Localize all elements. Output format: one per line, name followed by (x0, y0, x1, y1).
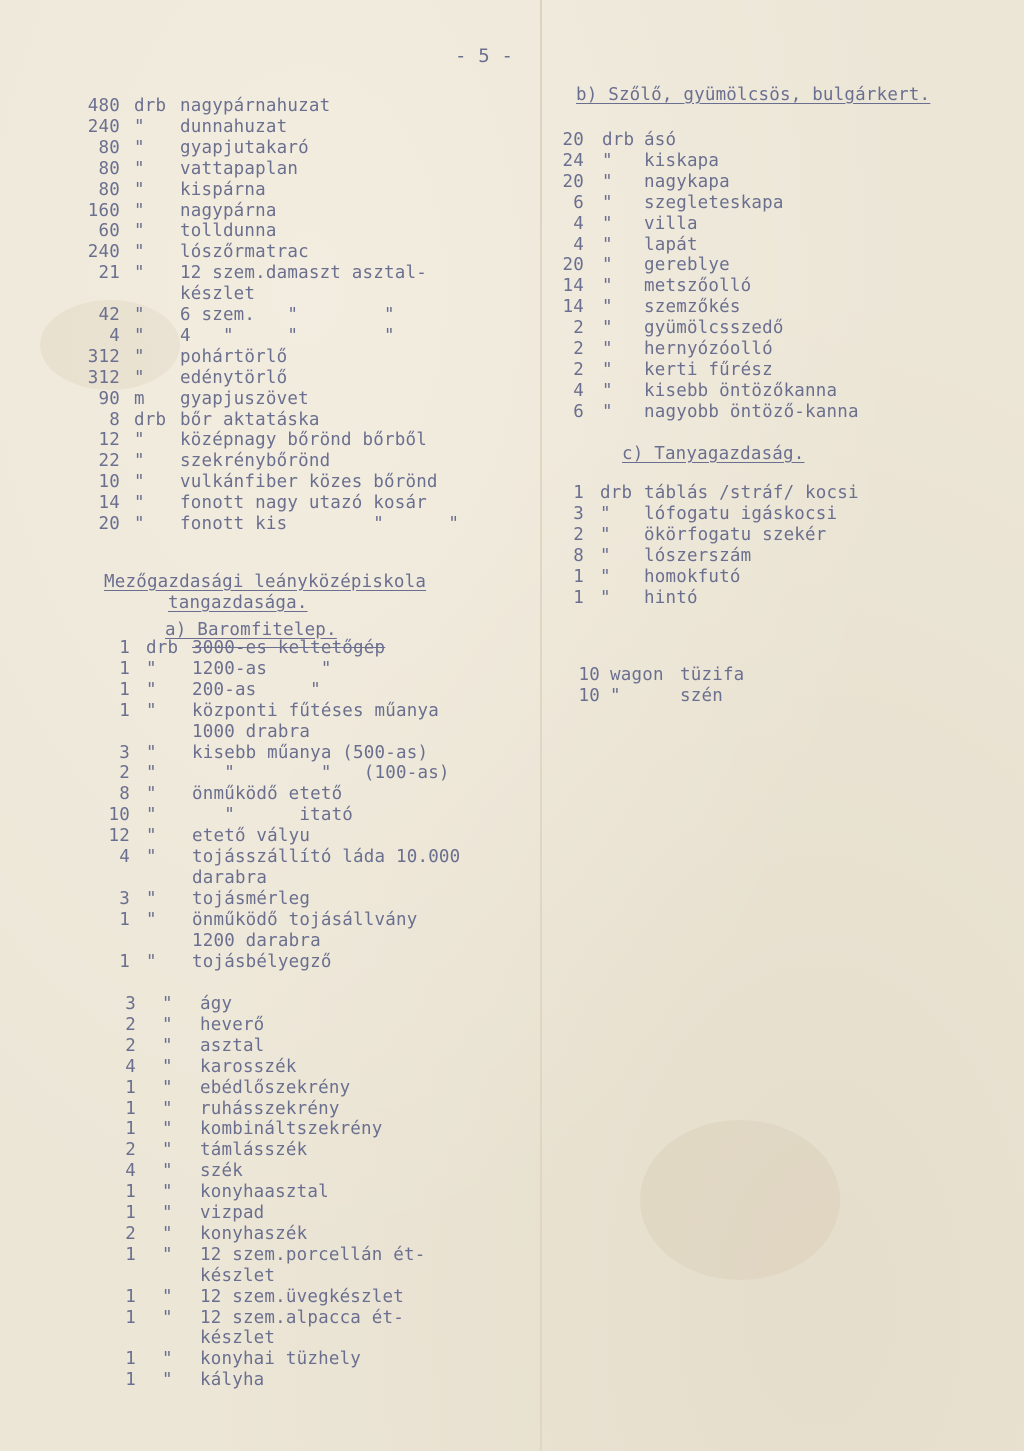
item-unit: " (602, 150, 613, 171)
item-unit: drb (134, 96, 167, 116)
item-quantity: 60 (98, 221, 120, 242)
item-unit: " (162, 1077, 173, 1098)
item-unit: " (146, 951, 157, 972)
item-name: 1200-as " (192, 658, 332, 679)
item-unit: " (162, 1307, 173, 1328)
item-name: metszőolló (644, 276, 752, 297)
item-quantity: 2 (125, 1035, 136, 1056)
item-name: vattapaplan (180, 158, 299, 179)
item-name: tojásmérleg (192, 888, 311, 909)
item-quantity: 20 (562, 171, 584, 192)
item-name: gyapjutakaró (180, 137, 309, 158)
item-unit: " (134, 116, 145, 137)
item-unit: " (134, 472, 145, 493)
item-quantity: 2 (573, 318, 584, 339)
item-name: pohártörlő (180, 346, 288, 367)
item-unit: " (134, 367, 145, 388)
item-name: 12 szem.üvegkészlet (200, 1286, 404, 1307)
item-unit: " (600, 503, 611, 524)
item-unit: " (602, 380, 613, 401)
item-unit: " (146, 847, 157, 867)
item-name: készlet (200, 1265, 276, 1286)
item-quantity: 2 (125, 1140, 136, 1161)
item-quantity: 20 (562, 255, 584, 276)
item-name: fonott kis " " (180, 514, 460, 534)
item-name: kályha (200, 1370, 265, 1391)
item-name: " " (100-as) (192, 763, 450, 784)
item-name: támlásszék (200, 1140, 308, 1161)
item-name: fonott nagy utazó kosár (180, 493, 427, 514)
item-quantity: 1 (125, 1119, 136, 1140)
item-quantity: 24 (562, 150, 584, 171)
item-name: 200-as " (192, 679, 321, 700)
item-quantity: 2 (125, 1014, 136, 1035)
item-name: lófogatu igáskocsi (644, 503, 838, 524)
item-unit: " (162, 1056, 173, 1077)
item-name: kisebb öntözőkanna (644, 380, 838, 401)
item-quantity: 1 (125, 1286, 136, 1307)
item-name: konyhai tüzhely (200, 1349, 362, 1370)
item-name: darabra (192, 867, 268, 888)
item-quantity: 8 (109, 409, 120, 430)
item-name: edénytörlő (180, 367, 288, 388)
item-unit: " (134, 179, 145, 200)
school-heading-line1: Mezőgazdasági leányközépiskola (104, 572, 427, 592)
item-unit: " (162, 1098, 173, 1119)
item-unit: " (162, 1119, 173, 1140)
item-unit: wagon (610, 665, 664, 685)
item-name: szegleteskapa (644, 192, 784, 213)
item-unit: drb (600, 483, 633, 503)
item-unit: " (602, 192, 613, 213)
item-quantity: 4 (573, 380, 584, 401)
item-name: gyapjuszövet (180, 388, 309, 409)
item-quantity: 1 (125, 1349, 136, 1370)
item-name: ökörfogatu szekér (644, 524, 827, 545)
item-name: tojásszállító láda 10.000 (192, 847, 461, 867)
item-name: homokfutó (644, 566, 741, 587)
item-quantity: 312 (87, 346, 120, 367)
item-unit: " (600, 566, 611, 587)
item-name: hernyózóolló (644, 339, 773, 359)
item-unit: " (602, 318, 613, 339)
item-unit: " (146, 784, 157, 805)
item-quantity: 10 (578, 665, 600, 685)
item-unit: " (146, 742, 157, 763)
item-name: bőr aktatáska (180, 409, 320, 430)
item-quantity: 1 (125, 1098, 136, 1119)
section-b-heading: b) Szőlő, gyümölcsös, bulgárkert. (576, 85, 931, 105)
item-name: tojásbélyegző (192, 951, 332, 972)
section-c-heading: c) Tanyagazdaság. (622, 444, 805, 464)
item-quantity: 2 (573, 339, 584, 359)
item-name: készlet (200, 1328, 276, 1349)
item-quantity: 1 (119, 951, 130, 972)
item-unit: " (146, 909, 157, 930)
item-name: 6 szem. " " (180, 305, 395, 325)
item-quantity: 12 (108, 826, 130, 847)
item-unit: " (146, 763, 157, 784)
item-name: tüzifa (680, 665, 745, 685)
item-unit: " (602, 234, 613, 255)
item-name: gyümölcsszedő (644, 318, 784, 339)
school-heading-line2: tangazdasága. (168, 593, 308, 613)
item-quantity: 3 (125, 994, 136, 1014)
item-name: asztal (200, 1035, 265, 1056)
item-name: 1200 darabra (192, 930, 321, 951)
item-unit: " (162, 1223, 173, 1244)
item-name: készlet (180, 284, 256, 305)
item-quantity: 160 (87, 200, 120, 221)
item-quantity: 1 (125, 1077, 136, 1098)
item-name: kisebb műanya (500-as) (192, 742, 429, 763)
item-unit: " (162, 994, 173, 1014)
item-name: szekrénybőrönd (180, 451, 331, 472)
item-unit: m (134, 388, 145, 409)
item-quantity: 1 (119, 679, 130, 700)
paper-stain (640, 1120, 840, 1280)
item-name: táblás /stráf/ kocsi (644, 483, 859, 503)
item-unit: " (134, 346, 145, 367)
item-name: dunnahuzat (180, 116, 288, 137)
item-name: konyhaasztal (200, 1182, 329, 1203)
item-quantity: 240 (87, 116, 120, 137)
item-name: 12 szem.porcellán ét- (200, 1244, 426, 1265)
item-quantity: 4 (109, 325, 120, 346)
item-unit: " (134, 221, 145, 242)
item-unit: " (162, 1244, 173, 1265)
item-unit: " (602, 297, 613, 318)
item-unit: " (602, 359, 613, 380)
item-unit: " (162, 1286, 173, 1307)
item-unit: " (134, 263, 145, 284)
item-name: középnagy bőrönd bőrből (180, 430, 427, 451)
item-name: etető vályu (192, 826, 311, 847)
item-quantity: 2 (573, 524, 584, 545)
item-quantity: 1 (119, 658, 130, 679)
item-quantity: 6 (573, 192, 584, 213)
item-name: kiskapa (644, 150, 720, 171)
item-unit: " (146, 658, 157, 679)
item-name: lapát (644, 234, 698, 255)
item-quantity: 20 (98, 514, 120, 534)
item-unit: " (600, 545, 611, 566)
item-name: " itató (192, 805, 354, 826)
item-unit: " (162, 1370, 173, 1391)
item-unit: " (146, 888, 157, 909)
item-unit: " (162, 1203, 173, 1223)
item-quantity: 80 (98, 179, 120, 200)
item-name: kombináltszekrény (200, 1119, 383, 1140)
item-unit: " (600, 587, 611, 608)
item-quantity: 4 (125, 1161, 136, 1182)
item-unit: " (134, 305, 145, 325)
item-quantity: 2 (119, 763, 130, 784)
item-quantity: 22 (98, 451, 120, 472)
item-quantity: 4 (573, 213, 584, 234)
item-quantity: 2 (125, 1223, 136, 1244)
item-name: vulkánfiber közes bőrönd (180, 472, 438, 493)
item-quantity: 1 (125, 1244, 136, 1265)
item-name: lószerszám (644, 545, 752, 566)
item-quantity: 4 (573, 234, 584, 255)
item-name: kerti fűrész (644, 359, 773, 380)
item-quantity: 2 (573, 359, 584, 380)
item-quantity: 1 (119, 638, 130, 658)
item-name: heverő (200, 1014, 265, 1035)
item-unit: " (134, 137, 145, 158)
item-quantity: 312 (87, 367, 120, 388)
item-unit: " (162, 1161, 173, 1182)
item-name: 1000 drabra (192, 721, 311, 742)
item-unit: " (146, 679, 157, 700)
item-unit: " (602, 171, 613, 192)
item-name: szemzőkés (644, 297, 741, 318)
section-a-heading: a) Baromfitelep. (165, 620, 337, 640)
item-quantity: 3 (573, 503, 584, 524)
item-name: tolldunna (180, 221, 277, 242)
item-quantity: 1 (125, 1370, 136, 1391)
item-quantity: 21 (98, 263, 120, 284)
item-name: 12 szem.damaszt asztal- (180, 263, 427, 284)
item-unit: " (162, 1014, 173, 1035)
item-name: nagyobb öntöző-kanna (644, 401, 859, 422)
item-quantity: 3 (119, 888, 130, 909)
item-quantity: 1 (573, 587, 584, 608)
item-unit: " (146, 826, 157, 847)
item-unit: " (134, 158, 145, 179)
item-name: gereblye (644, 255, 730, 276)
item-name: vizpad (200, 1203, 265, 1223)
item-name: 3000-es keltetőgép (192, 638, 386, 658)
item-name: ruhásszekrény (200, 1098, 340, 1119)
item-unit: " (134, 514, 145, 534)
item-quantity: 12 (98, 430, 120, 451)
item-quantity: 80 (98, 158, 120, 179)
item-quantity: 42 (98, 305, 120, 325)
item-unit: " (602, 255, 613, 276)
item-unit: " (162, 1035, 173, 1056)
item-name: 4 " " " (180, 325, 395, 346)
item-name: hintó (644, 587, 698, 608)
item-unit: " (600, 524, 611, 545)
item-quantity: 20 (562, 130, 584, 150)
item-unit: " (134, 242, 145, 263)
item-quantity: 1 (119, 700, 130, 721)
item-unit: " (162, 1140, 173, 1161)
item-name: önműködő tojásállvány (192, 909, 418, 930)
item-unit: " (134, 325, 145, 346)
item-quantity: 4 (125, 1056, 136, 1077)
item-unit: drb (134, 409, 167, 430)
item-unit: drb (602, 130, 635, 150)
item-name: villa (644, 213, 698, 234)
item-unit: " (134, 493, 145, 514)
item-name: nagykapa (644, 171, 730, 192)
item-name: önműködő etető (192, 784, 343, 805)
item-unit: " (162, 1349, 173, 1370)
item-name: nagypárna (180, 200, 277, 221)
item-unit: " (162, 1182, 173, 1203)
item-unit: " (134, 200, 145, 221)
page-number: - 5 - (455, 45, 514, 67)
item-name: konyhaszék (200, 1223, 308, 1244)
item-name: kispárna (180, 179, 266, 200)
item-unit: " (134, 430, 145, 451)
item-unit: " (146, 700, 157, 721)
item-quantity: 10 (108, 805, 130, 826)
item-unit: " (134, 451, 145, 472)
item-quantity: 14 (562, 297, 584, 318)
item-quantity: 1 (573, 483, 584, 503)
item-name: 12 szem.alpacca ét- (200, 1307, 404, 1328)
item-name: ebédlőszekrény (200, 1077, 351, 1098)
item-quantity: 10 (98, 472, 120, 493)
item-quantity: 1 (573, 566, 584, 587)
item-quantity: 1 (119, 909, 130, 930)
item-quantity: 1 (125, 1307, 136, 1328)
item-quantity: 4 (119, 847, 130, 867)
item-quantity: 80 (98, 137, 120, 158)
item-name: központi fűtéses műanya (192, 700, 439, 721)
item-name: nagypárnahuzat (180, 96, 331, 116)
item-unit: drb (146, 638, 179, 658)
item-quantity: 480 (87, 96, 120, 116)
item-unit: " (146, 805, 157, 826)
item-name: szék (200, 1161, 243, 1182)
item-quantity: 90 (98, 388, 120, 409)
item-name: ásó (644, 130, 677, 150)
item-quantity: 240 (87, 242, 120, 263)
item-unit: " (602, 401, 613, 422)
item-unit: " (602, 276, 613, 297)
item-quantity: 10 (578, 685, 600, 706)
item-unit: " (610, 685, 621, 706)
item-quantity: 14 (98, 493, 120, 514)
item-quantity: 8 (119, 784, 130, 805)
item-name: szén (680, 685, 723, 706)
item-quantity: 6 (573, 401, 584, 422)
item-quantity: 1 (125, 1182, 136, 1203)
item-name: lószőrmatrac (180, 242, 309, 263)
item-unit: " (602, 339, 613, 359)
item-quantity: 3 (119, 742, 130, 763)
item-quantity: 8 (573, 545, 584, 566)
item-quantity: 14 (562, 276, 584, 297)
item-quantity: 1 (125, 1203, 136, 1223)
item-name: ágy (200, 994, 233, 1014)
item-unit: " (602, 213, 613, 234)
item-name: karosszék (200, 1056, 297, 1077)
